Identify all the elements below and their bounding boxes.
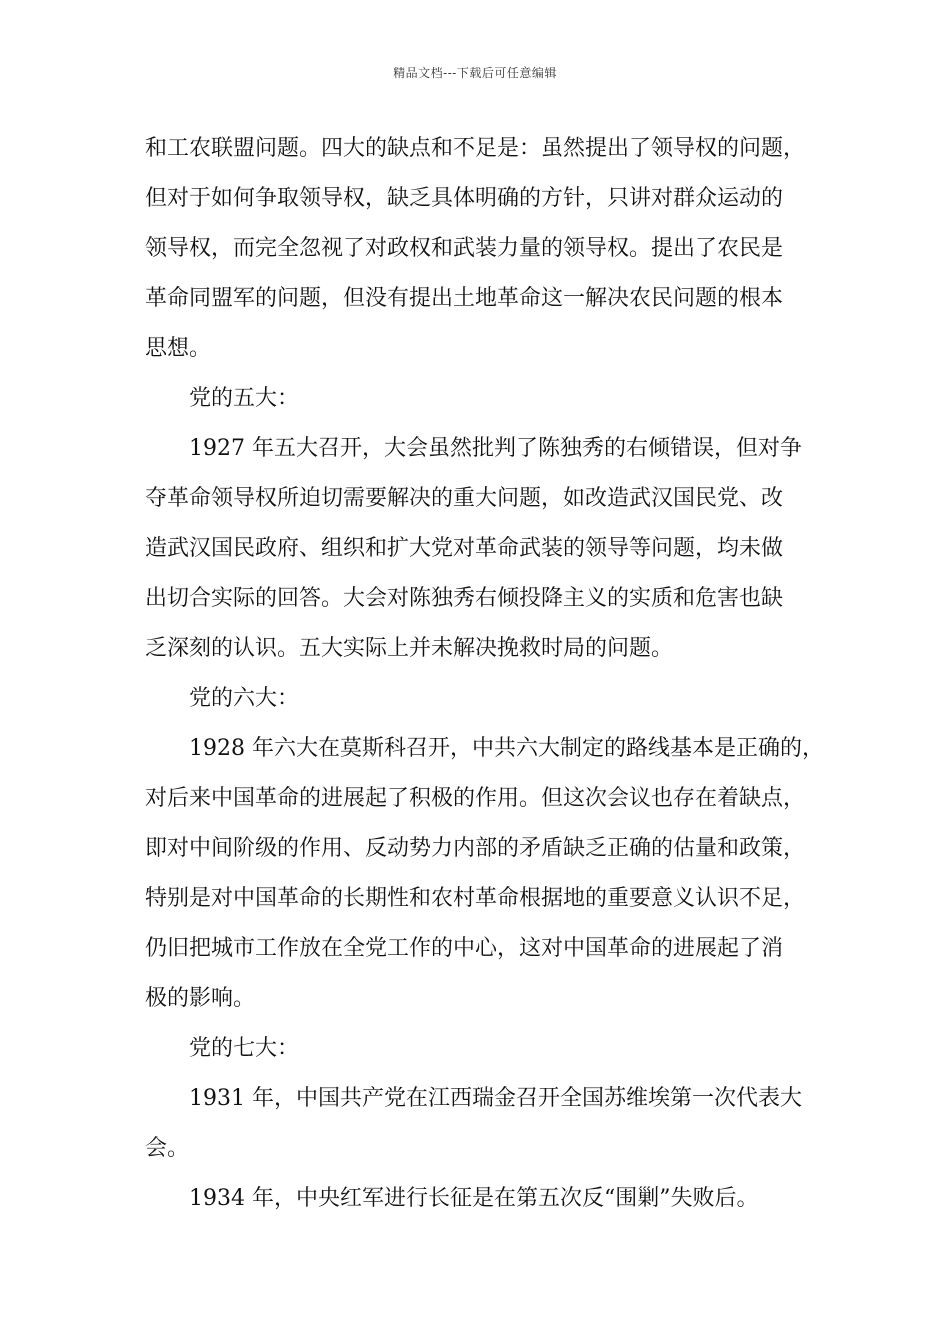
text-line: 思想。 xyxy=(145,336,212,361)
document-body xyxy=(145,124,825,1224)
text-line: 对后来中国革命的进展起了积极的作用。但这次会议也存在着缺点， xyxy=(145,786,806,811)
text-line: 和工农联盟问题。四大的缺点和不足是：虽然提出了领导权的问题， xyxy=(145,136,806,161)
text-line: 即对中间阶级的作用、反动势力内部的矛盾缺乏正确的估量和政策， xyxy=(145,836,806,861)
text-line: 1934 年，中央红军进行长征是在第五次反“围剿”失败后。 xyxy=(189,1186,759,1211)
text-line: 但对于如何争取领导权，缺乏具体明确的方针，只讲对群众运动的 xyxy=(145,186,784,211)
text-line: 革命同盟军的问题，但没有提出土地革命这一解决农民问题的根本 xyxy=(145,286,784,311)
text-line: 特别是对中国革命的长期性和农村革命根据地的重要意义认识不足， xyxy=(145,886,806,911)
text-line: 会。 xyxy=(145,1136,190,1161)
text-line: 夺革命领导权所迫切需要解决的重大问题，如改造武汉国民党、改 xyxy=(145,486,784,511)
text-line: 领导权，而完全忽视了对政权和武装力量的领导权。提出了农民是 xyxy=(145,236,784,261)
section-heading: 党的五大： xyxy=(189,386,300,411)
text-line: 仍旧把城市工作放在全党工作的中心，这对中国革命的进展起了消 xyxy=(145,936,784,961)
text-line: 1927 年五大召开，大会虽然批判了陈独秀的右倾错误，但对争 xyxy=(189,436,802,461)
text-line: 出切合实际的回答。大会对陈独秀右倾投降主义的实质和危害也缺 xyxy=(145,586,784,611)
text-line: 1931 年，中国共产党在江西瑞金召开全国苏维埃第一次代表大 xyxy=(189,1086,802,1111)
text-line: 1928 年六大在莫斯科召开，中共六大制定的路线基本是正确的， xyxy=(189,736,824,761)
text-line: 极的影响。 xyxy=(145,986,256,1011)
text-line: 乏深刻的认识。五大实际上并未解决挽救时局的问题。 xyxy=(145,636,674,661)
page-header: 精品文档---下载后可任意编辑 xyxy=(393,66,557,80)
section-heading: 党的七大： xyxy=(189,1036,300,1061)
section-heading: 党的六大： xyxy=(189,686,300,711)
text-line: 造武汉国民政府、组织和扩大党对革命武装的领导等问题，均未做 xyxy=(145,536,784,561)
